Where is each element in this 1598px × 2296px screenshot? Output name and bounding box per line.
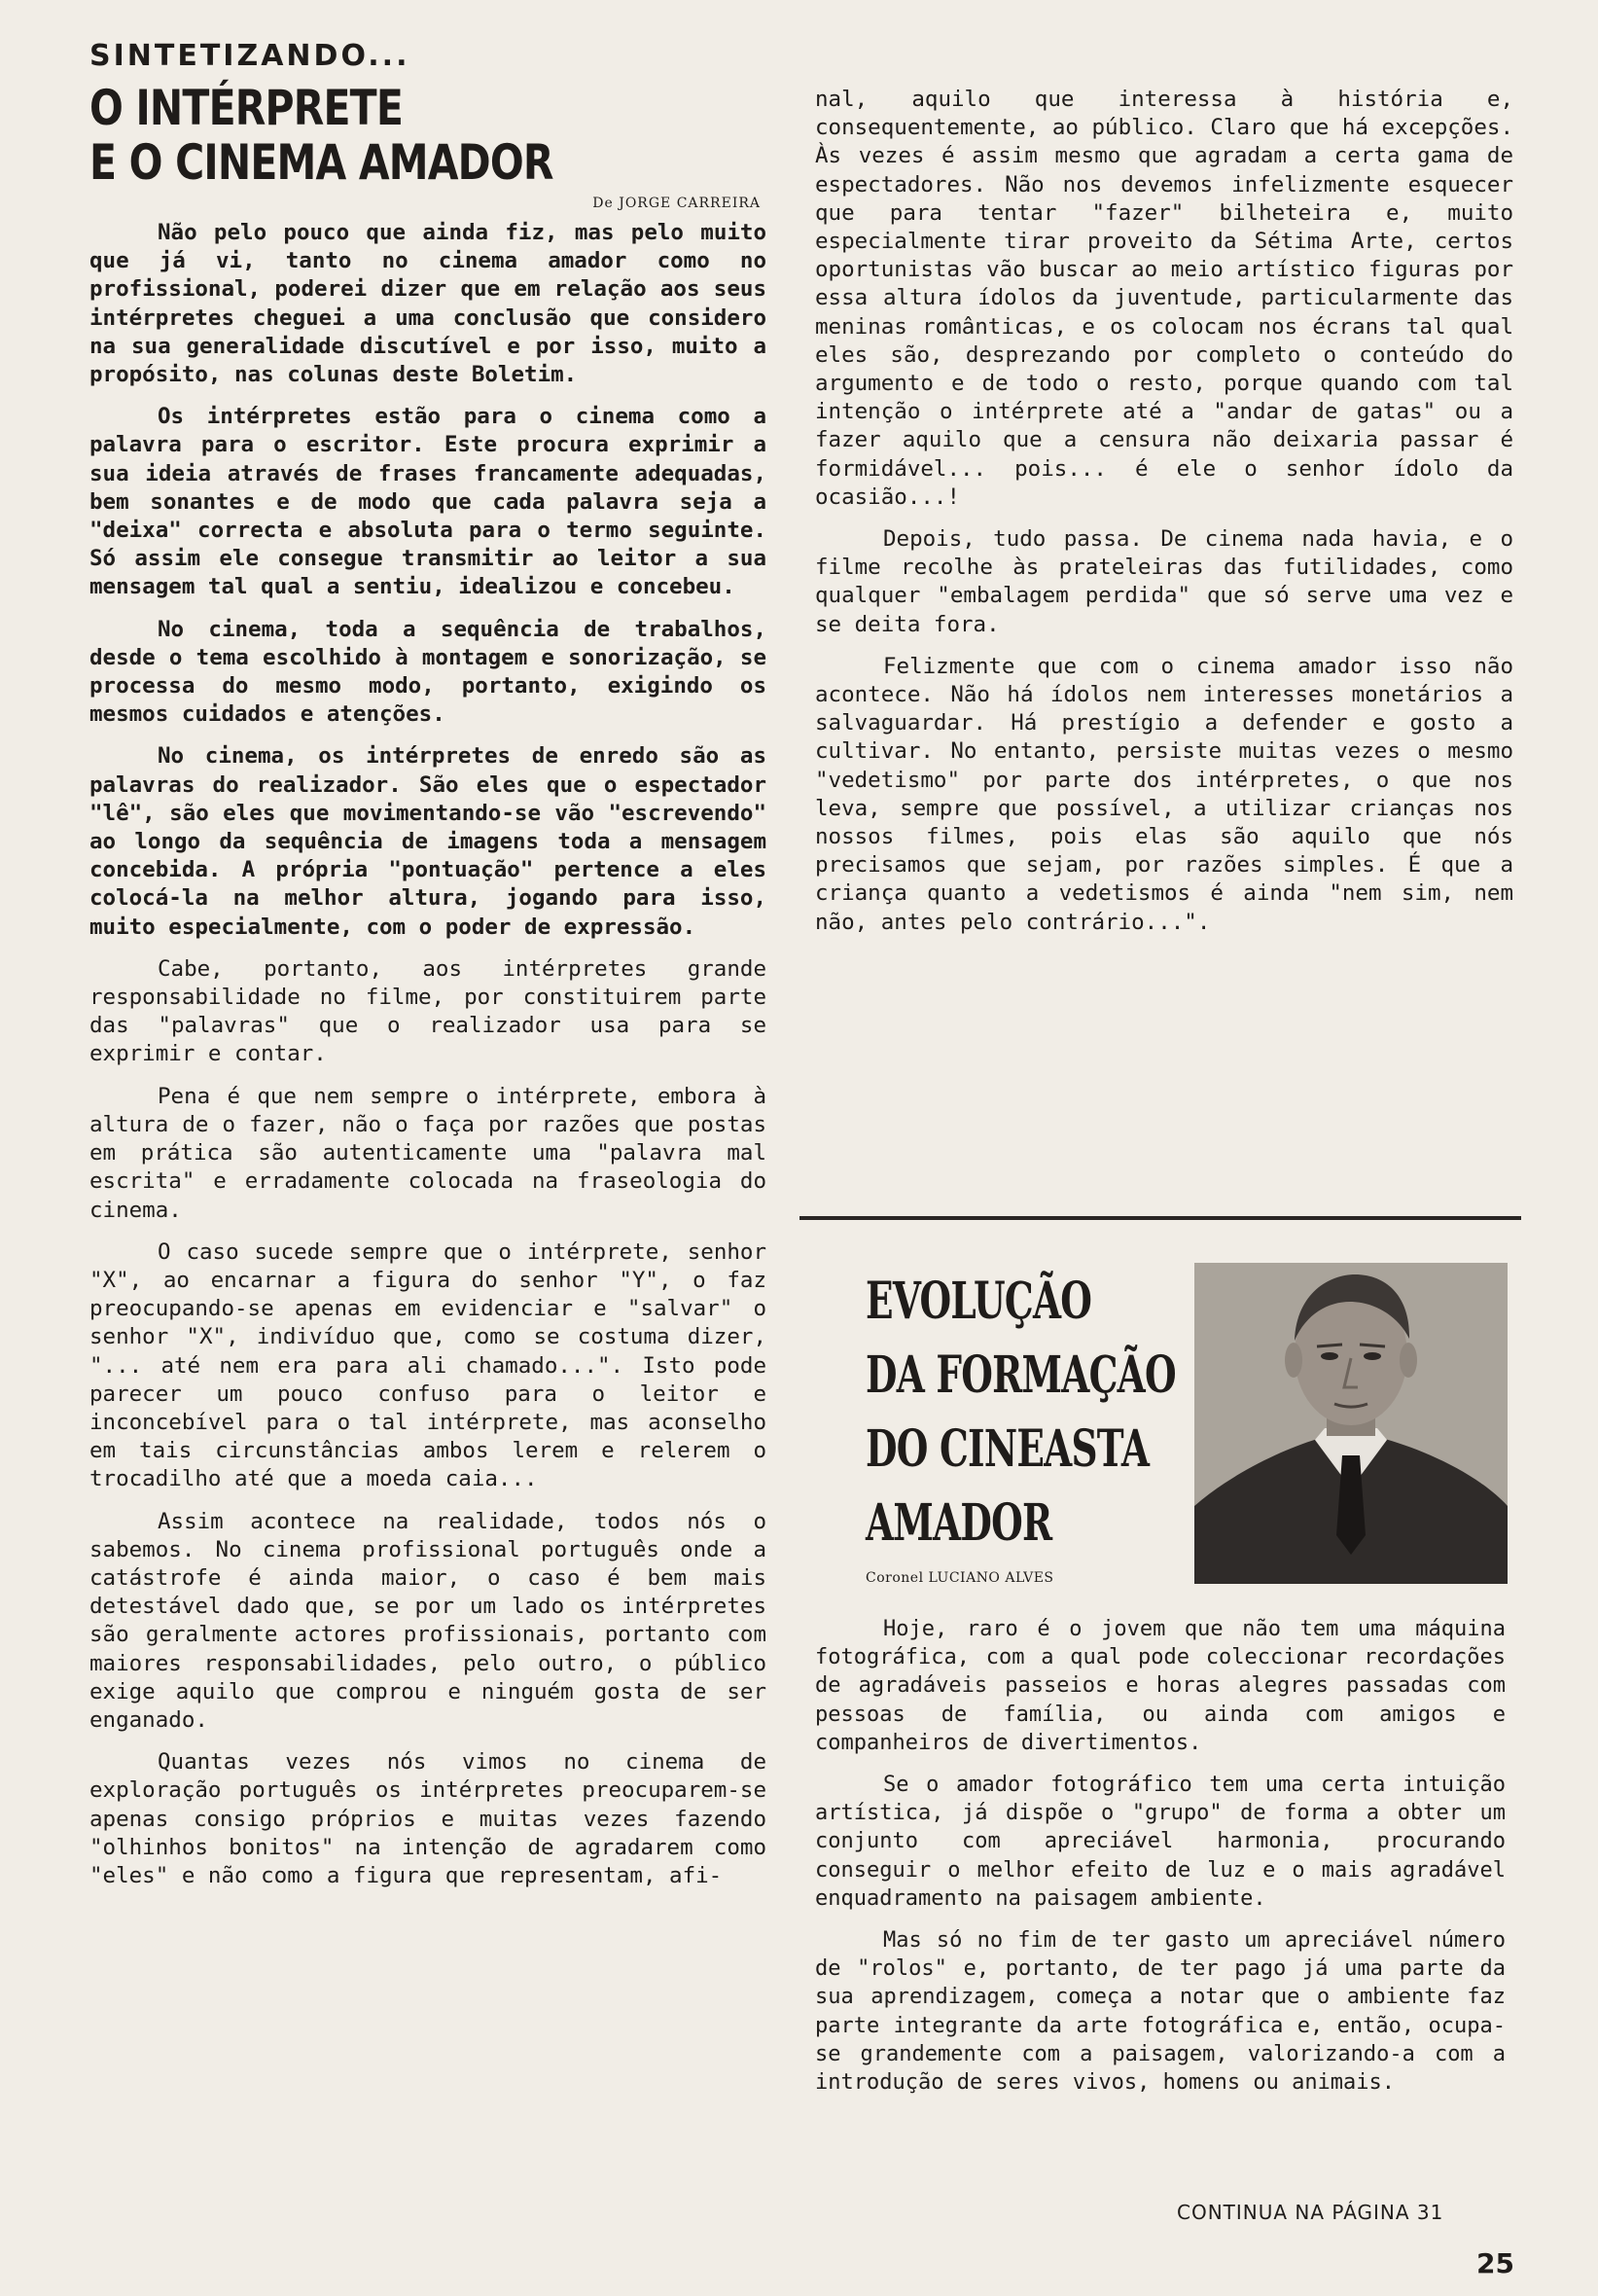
body-paragraph: Mas só no fim de ter gasto um apreciável número de "rolos" e, portanto, de ter pago já uma parte da sua aprendizagem, começa a notar que o ambiente faz parte integrante da arte fotográfica e, então, ocupa-se grandemente com a paisagem, valorizando-a com a introdução de seres vivos, homens ou animais. — [815, 1928, 1506, 2096]
continuation-paragraph: Depois, tudo passa. De cinema nada havia, e o filme recolhe às prateleiras das futilidades, como qualquer "embalagem perdida" que só serve uma vez e se deita fora. — [815, 526, 1513, 637]
article2-body — [815, 1615, 1506, 2110]
body-paragraph: Pena é que nem sempre o intérprete, embora à altura de o fazer, não o faça por razões que postas em prática são autenticamente uma "palavra mal escrita" e erradamente colocada na fraseologia do cinema. — [89, 1083, 766, 1223]
author-portrait-photo — [1194, 1263, 1508, 1584]
body-paragraph: No cinema, os intérpretes de enredo são as palavras do realizador. São eles que o espectador "lê", são eles que movimentando-se vão "escrevendo" ao longo da sequência de imagens toda a mensagem concebida. A própria "pontuação" pertence a eles colocá-la na melhor altura, jogando para isso, muito especialmente, com o poder de expressão. — [89, 743, 766, 940]
portrait-illustration — [1194, 1263, 1508, 1584]
continued-on-page-note: CONTINUA NA PÁGINA 31 — [1177, 2201, 1444, 2224]
headline-line-1: O INTÉRPRETE — [89, 80, 404, 136]
article2-title-line: DO CINEASTA — [866, 1419, 1150, 1479]
body-paragraph: Hoje, raro é o jovem que não tem uma máquina fotográfica, com a qual pode coleccionar recordações de agradáveis passeios e horas alegres passadas com pessoas de família, ou ainda com amigos e companheiros de divertimentos. — [815, 1617, 1506, 1755]
body-paragraph: Quantas vezes nós vimos no cinema de exploração português os intérpretes preocuparem-se apenas consigo próprios e muitas vezes fazendo "olhinhos bonitos" na intenção de agradarem como "eles" e não como a figura que representam, afi- — [89, 1749, 766, 1888]
section-kicker: SINTETIZANDO... — [89, 39, 410, 73]
body-paragraph: Cabe, portanto, aos intérpretes grande responsabilidade no filme, por constituirem parte das "palavras" que o realizador usa para se exprimir e contar. — [89, 955, 766, 1067]
body-paragraph: No cinema, toda a sequência de trabalhos, desde o tema escolhido à montagem e sonorização, se processa do mesmo modo, portanto, exigindo os mesmos cuidados e atenções. — [89, 616, 766, 728]
body-paragraph: Assim acontece na realidade, todos nós o sabemos. No cinema profissional português onde a catástrofe é ainda maior, o caso é bem mais detestável dado que, se por um lado os intérpretes são geralmente actores profissionais, portanto com maiores responsabilidades, pelo outro, o público exige aquilo que comprou e ninguém gosta de ser enganado. — [89, 1508, 766, 1733]
continuation-paragraph: nal, aquilo que interessa à história e, consequentemente, ao público. Claro que há excepções. Às vezes é assim mesmo que agradam a certa gama de espectadores. Não nos devemos infelizmente esquecer que para tentar "fazer" bilheteira e, muito especialmente tirar proveito da Sétima Arte, certos oportunistas vão buscar ao meio artístico figuras por essa altura ídolos da juventude, particularmente das meninas românticas, e os colocam nos écrans tal qual eles são, desprezando por completo o conteúdo do argumento e de todo o resto, porque quando com tal intenção o intérprete até a "andar de gatas" ou a fazer aquilo que a censura não deixaria passar é formidável... pois... é ele o senhor ídolo da ocasião...! — [815, 87, 1513, 510]
article2-title-line: AMADOR — [866, 1493, 1052, 1553]
body-paragraph: Se o amador fotográfico tem uma certa intuição artística, já dispõe o "grupo" de forma a obter um conjunto com apreciável harmonia, procurando conseguir o melhor efeito de luz e o mais agradável enquadramento na paisagem ambiente. — [815, 1773, 1506, 1911]
section-divider — [799, 1216, 1521, 1220]
page-number: 25 — [1476, 2247, 1514, 2279]
article-byline: De JORGE CARREIRA — [592, 196, 761, 211]
continuation-paragraph: Felizmente que com o cinema amador isso não acontece. Não há ídolos nem interesses monetários a salvaguardar. Há prestígio a defender e gosto a cultivar. No entanto, persiste muitas vezes o mesmo "vedetismo" por parte dos intérpretes, o que nos leva, sempre que possível, a utilizar crianças nos nossos filmes, pois elas são aquilo que nós precisamos que sejam, por razões simples. É que a criança quanto a vedetismos é ainda "nem sim, nem não, antes pelo contrário...". — [815, 653, 1513, 935]
body-paragraph: Não pelo pouco que ainda fiz, mas pelo muito que já vi, tanto no cinema amador como no profissional, poderei dizer que em relação aos seus intérpretes cheguei a uma conclusão que considero na sua generalidade discutível e por isso, muito a propósito, nas colunas deste Boletim. — [89, 220, 766, 388]
article-left-column — [89, 39, 766, 1904]
article2-title-line: EVOLUÇÃO — [866, 1272, 1092, 1331]
headline-line-2: E O CINEMA AMADOR — [89, 134, 553, 191]
article2-title-line: DA FORMAÇÃO — [866, 1345, 1176, 1405]
body-paragraph: Os intérpretes estão para o cinema como a palavra para o escritor. Este procura exprimir a sua ideia através de frases francamente adequadas, bem sonantes e de modo que cada palavra seja a "deixa" correcta e absoluta para o termo seguinte. Só assim ele consegue transmitir ao leitor a sua mensagem tal qual a sentiu, idealizou e concebeu. — [89, 404, 766, 600]
article-headline — [89, 81, 645, 190]
article2-byline: Coronel LUCIANO ALVES — [866, 1570, 1054, 1586]
body-paragraph: O caso sucede sempre que o intérprete, senhor "X", ao encarnar a figura do senhor "Y", o faz preocupando-se apenas em evidenciar e "salvar" o senhor "X", indivíduo que, como se costuma dizer, "... até nem era para ali chamado...". Isto pode parecer um pouco confuso para o leitor e inconcebível para o tal intérprete, mas aconselho em tais circunstâncias ambos lerem e relerem o trocadilho até que a moeda caia... — [89, 1238, 766, 1492]
article-right-column — [815, 86, 1513, 951]
article2-title-block — [866, 1265, 1187, 1586]
